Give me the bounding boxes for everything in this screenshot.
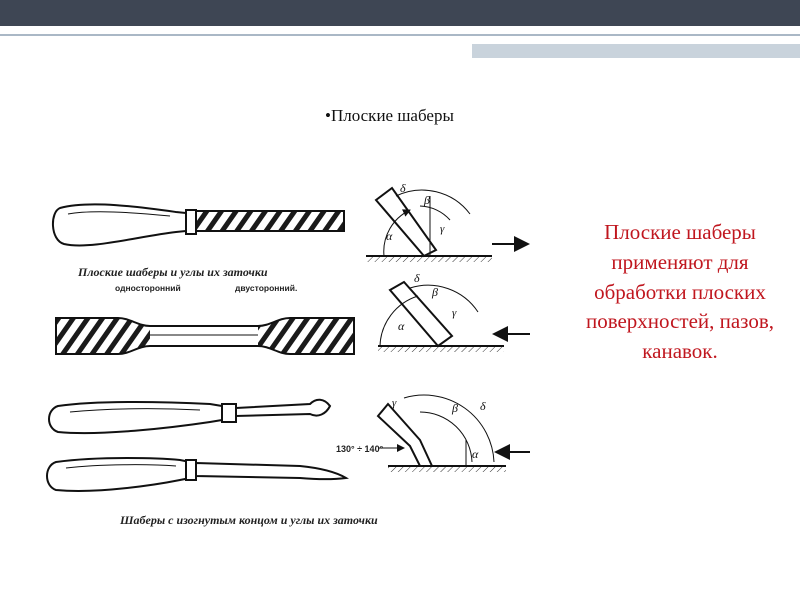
side-description: Плоские шаберы применяют для обработки плоских поверхностей, пазов, канавок. <box>585 220 775 364</box>
curved-scraper <box>47 458 346 491</box>
svg-text:γ: γ <box>452 307 457 319</box>
svg-text:β: β <box>432 285 438 299</box>
flat-scraper-one-side <box>53 204 344 245</box>
svg-text:γ: γ <box>440 223 445 235</box>
svg-text:δ: δ <box>414 271 420 285</box>
angle-range-label: 130° ÷ 140° <box>336 444 384 454</box>
svg-text:α: α <box>398 319 405 333</box>
label-two-side: двусторонний. <box>235 283 298 293</box>
angle-diagram-3 <box>336 395 530 472</box>
svg-text:γ: γ <box>392 397 397 409</box>
svg-text:δ: δ <box>480 399 486 413</box>
hooked-scraper <box>49 400 330 433</box>
svg-text:α: α <box>472 447 479 461</box>
label-one-side: односторонний <box>115 283 181 293</box>
caption-top: Плоские шаберы и углы их заточки <box>78 265 268 279</box>
flat-scraper-double-side <box>56 318 354 354</box>
svg-text:δ: δ <box>400 181 406 195</box>
slide-heading: •Плоские шаберы <box>325 106 454 125</box>
svg-text:β: β <box>452 401 458 415</box>
caption-bottom: Шаберы с изогнутым концом и углы их заточки <box>120 513 378 527</box>
angle-diagram-2 <box>378 271 530 352</box>
angle-diagram-1 <box>366 181 528 262</box>
svg-text:α: α <box>386 229 393 243</box>
svg-text:β: β <box>424 193 430 207</box>
